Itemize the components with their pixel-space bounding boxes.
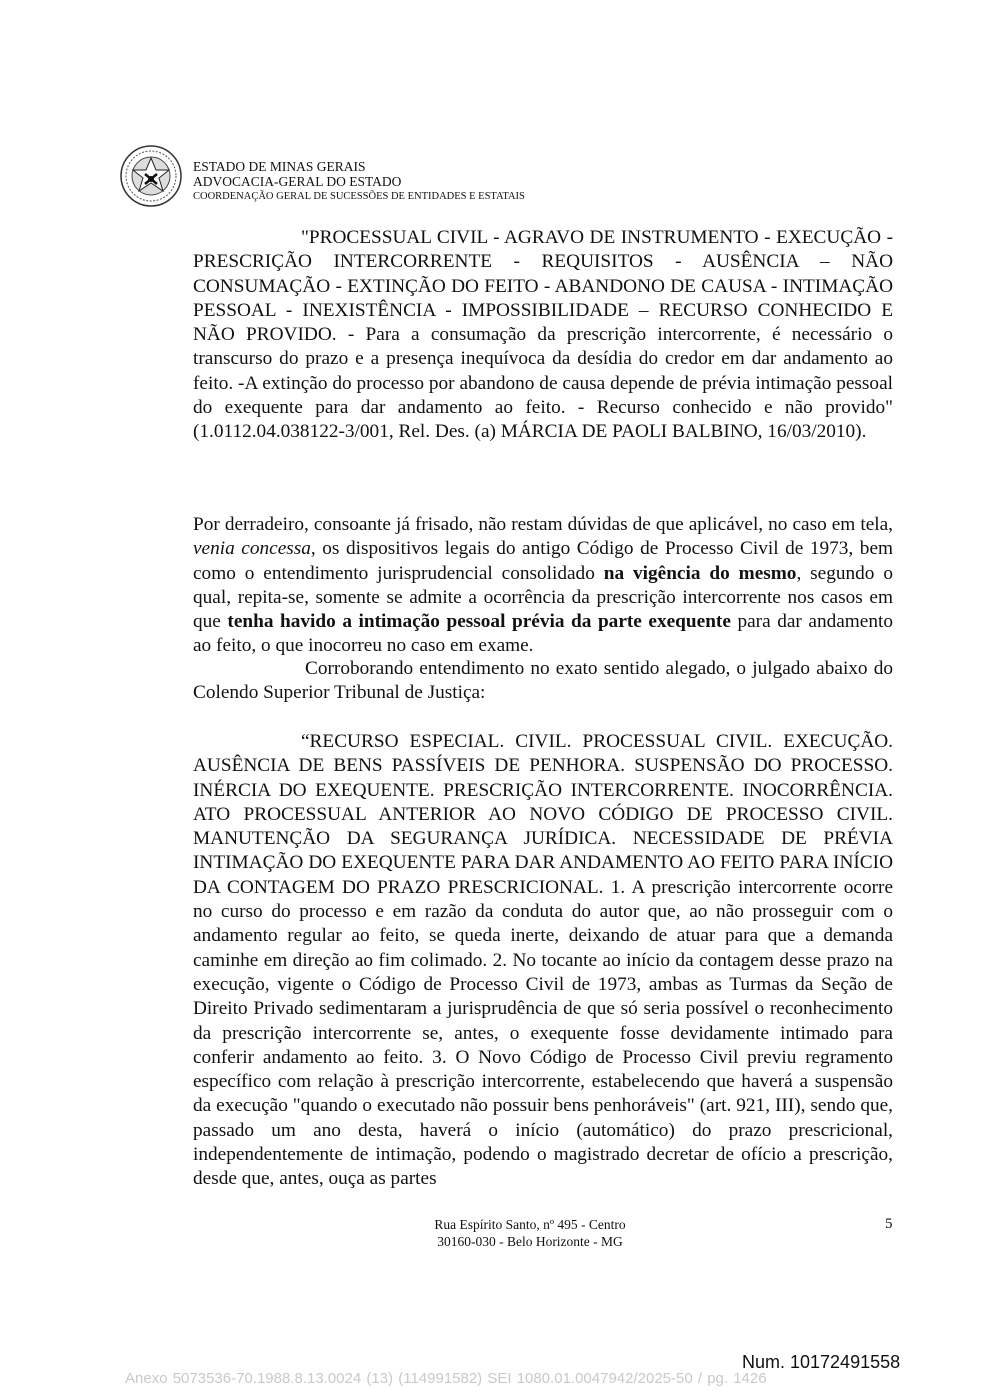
page-number: 5: [885, 1216, 893, 1232]
document-number: Num. 10172491558: [742, 1352, 901, 1372]
footer-address-2: 30160-030 - Belo Horizonte - MG: [437, 1234, 623, 1249]
para2-text: Corroborando entendimento no exato sentido alegado, o julgado abaixo do Colendo Superior Tribunal de Justiça:: [193, 658, 893, 704]
para-text-4: para dar andamento ao feito, o que inocorreu no caso em exame.: [193, 611, 893, 657]
paragraph-intro: [193, 657, 893, 706]
footer-address-1: Rua Espírito Santo, nº 495 - Centro: [434, 1217, 626, 1232]
letterhead: [193, 159, 525, 204]
para-text-2: , os dispositivos legais do antigo Código de Processo Civil de 1973, bem como o entendimento jurisprudencial consolidado: [193, 538, 893, 584]
paragraph-main: [193, 513, 893, 659]
para-text-1: Por derradeiro, consoante já frisado, não restam dúvidas de que aplicável, no caso em tela,: [193, 514, 893, 535]
para-italic: venia concessa: [193, 538, 311, 560]
para-text-3: , segundo o qual, repita-se, somente se admite a ocorrência da prescrição intercorrente nos casos em que: [193, 562, 893, 633]
para-bold-1: na vigência do mesmo: [603, 562, 797, 584]
annex-reference: Anexo 5073536-70.1988.8.13.0024 (13) (114991582) SEI 1080.01.0047942/2025-50 / pg. 1426: [125, 1370, 767, 1387]
header-agency: ADVOCACIA-GERAL DO ESTADO: [193, 174, 402, 189]
quoted-ementa-1: "PROCESSUAL CIVIL - AGRAVO DE INSTRUMENTO - EXECUÇÃO - PRESCRIÇÃO INTERCORRENTE - REQUISITOS - AUSÊNCIA – NÃO CONSUMAÇÃO - EXTINÇÃO DO FEITO - ABANDONO DE CAUSA - INTIMAÇÃO PESSOAL - INEXISTÊNCIA - IMPOSSIBILIDADE – RECURSO CONHECIDO E NÃO PROVIDO. - Para a consumação da prescrição intercorrente, é necessário o transcurso do prazo e a presença inequívoca da desídia do credor em dar andamento ao feito. -A extinção do processo por abandono de causa depende de prévia intimação pessoal do exequente para dar andamento ao feito. - Recurso conhecido e não provido" (1.0112.04.038122-3/001, Rel. Des. (a) MÁRCIA DE PAOLI BALBINO, 16/03/2010).: [193, 227, 893, 443]
para-bold-2: tenha havido a intimação pessoal prévia da parte exequente: [227, 611, 731, 633]
page-footer: [380, 1216, 680, 1250]
state-seal-icon: [119, 144, 183, 208]
header-state: ESTADO DE MINAS GERAIS: [193, 159, 366, 174]
header-department: COORDENAÇÃO GERAL DE SUCESSÕES DE ENTIDADES E ESTATAIS: [193, 191, 525, 202]
quoted-ementa-2: “RECURSO ESPECIAL. CIVIL. PROCESSUAL CIVIL. EXECUÇÃO. AUSÊNCIA DE BENS PASSÍVEIS DE PENHORA. SUSPENSÃO DO PROCESSO. INÉRCIA DO EXEQUENTE. PRESCRIÇÃO INTERCORRENTE. INOCORRÊNCIA. ATO PROCESSUAL ANTERIOR AO NOVO CÓDIGO DE PROCESSO CIVIL. MANUTENÇÃO DA SEGURANÇA JURÍDICA. NECESSIDADE DE PRÉVIA INTIMAÇÃO DO EXEQUENTE PARA DAR ANDAMENTO AO FEITO PARA INÍCIO DA CONTAGEM DO PRAZO PRESCRICIONAL. 1. A prescrição intercorrente ocorre no curso do processo e em razão da conduta do autor que, ao não prosseguir com o andamento regular ao feito, se queda inerte, deixando de atuar para que a demanda caminhe em direção ao fim colimado. 2. No tocante ao início da contagem desse prazo na execução, vigente o Código de Processo Civil de 1973, ambas as Turmas da Seção de Direito Privado sedimentaram a jurisprudência de que só seria possível o reconhecimento da prescrição intercorrente se, antes, o exequente fosse devidamente intimado para conferir andamento ao feito. 3. O Novo Código de Processo Civil previu regramento específico com relação à prescrição intercorrente, estabelecendo que haverá a suspensão da execução "quando o executado não possuir bens penhoráveis" (art. 921, III), sendo que, passado um ano desta, haverá o início (automático) do prazo prescricional, independentemente de intimação, podendo o magistrado decretar de ofício a prescrição, desde que, antes, ouça as partes: [193, 731, 893, 1190]
